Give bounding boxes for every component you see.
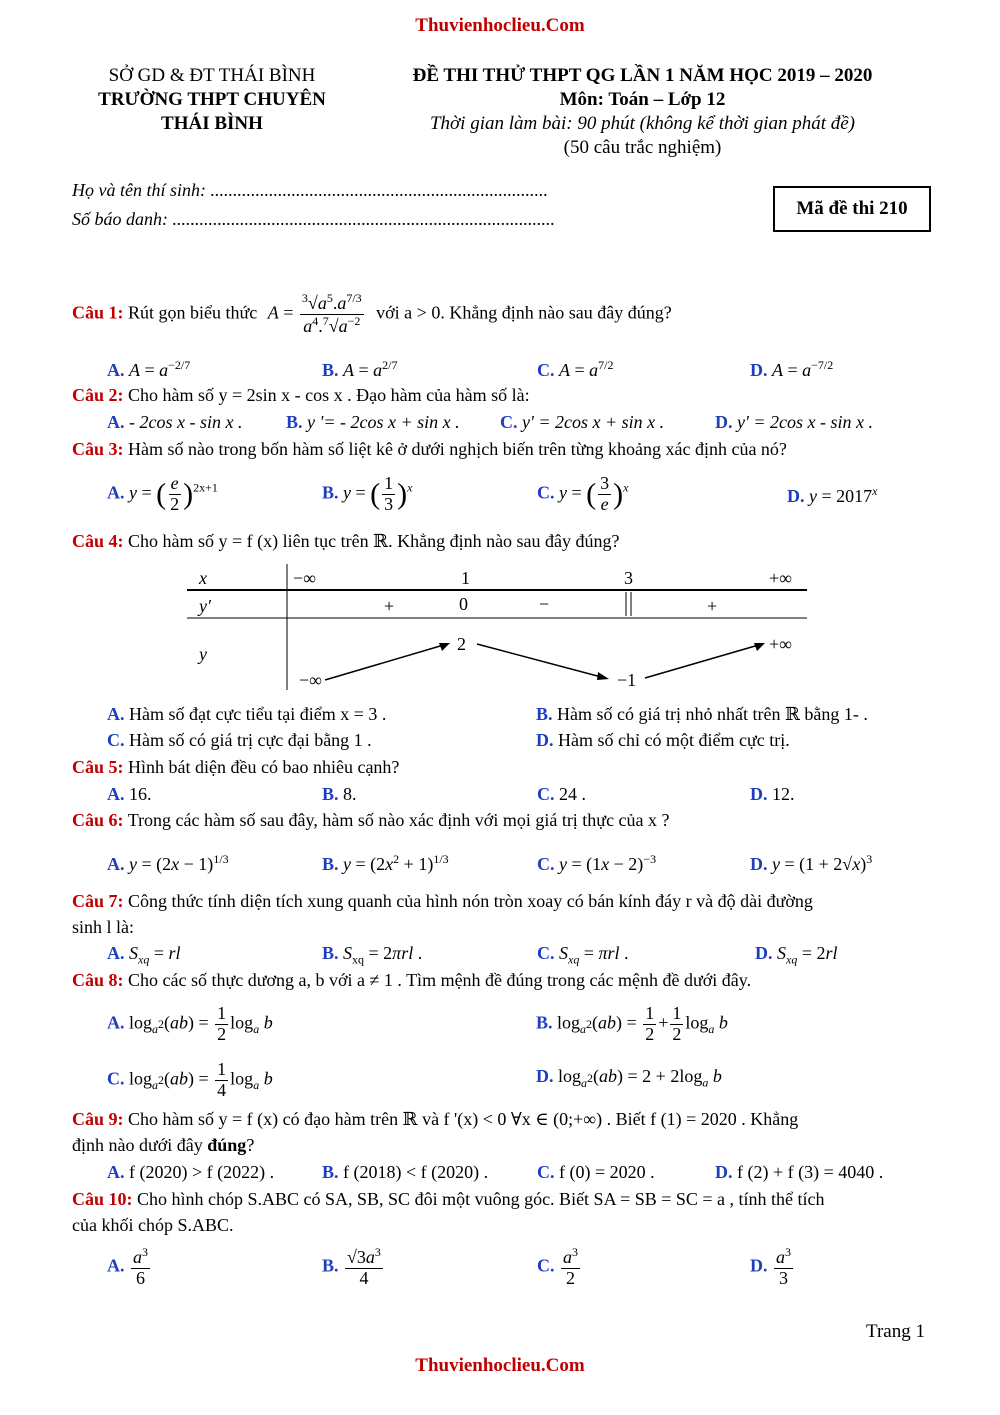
q9-option-c: C. f (0) = 2020 . bbox=[537, 1162, 655, 1182]
q6-label: Câu 6: bbox=[72, 810, 124, 830]
q5-text: Hình bát diện đều có bao nhiêu cạnh? bbox=[128, 757, 400, 777]
variation-table bbox=[185, 562, 810, 692]
watermark-top: Thuvienhoclieu.Com bbox=[415, 15, 585, 36]
q9-option-d: D. f (2) + f (3) = 4040 . bbox=[715, 1162, 884, 1182]
q10-option-d: D. $\frac{a^3}{3}$ bbox=[750, 1245, 791, 1288]
school-line1: TRƯỜNG THPT CHUYÊN bbox=[98, 89, 326, 110]
question-6 bbox=[72, 810, 670, 831]
table-y-pos-inf: +∞ bbox=[769, 634, 792, 654]
q9-label: Câu 9: bbox=[72, 1109, 124, 1129]
q7-text-1: Công thức tính diện tích xung quanh của hình nón tròn xoay có bán kính đáy r và độ dài đường bbox=[128, 891, 813, 911]
q1-option-a: A. $A = a^{-2/7}$ bbox=[107, 358, 191, 380]
q1-text-b: với a > 0. Khẳng định nào sau đây đúng? bbox=[376, 302, 672, 323]
table-y-neg-inf: −∞ bbox=[299, 670, 322, 690]
q4-text: Cho hàm số y = f (x) liên tục trên ℝ. Khẳng định nào sau đây đúng? bbox=[128, 531, 620, 551]
page-number: Trang 1 bbox=[866, 1321, 925, 1342]
table-x-three: 3 bbox=[624, 568, 633, 588]
table-x-pos-inf: +∞ bbox=[769, 568, 792, 588]
q7-option-d: D. $S_{xq} = 2rl$ bbox=[755, 943, 838, 967]
q1-option-d: D. $A = a^{-7/2}$ bbox=[750, 358, 834, 380]
question-7 bbox=[72, 891, 813, 912]
q6-text: Trong các hàm số sau đây, hàm số nào xác định với mọi giá trị thực của x ? bbox=[127, 810, 670, 830]
question-10 bbox=[72, 1189, 825, 1210]
org-name: SỞ GD & ĐT THÁI BÌNH bbox=[108, 65, 316, 86]
header-right bbox=[380, 64, 905, 160]
header-left bbox=[72, 64, 352, 136]
q9-text-2: định nào dưới đây đúng? bbox=[72, 1135, 255, 1155]
question-1 bbox=[72, 292, 672, 337]
q5-label: Câu 5: bbox=[72, 757, 124, 777]
q5-option-c: C. 24 . bbox=[537, 784, 586, 804]
table-y-two: 2 bbox=[457, 634, 466, 654]
question-5 bbox=[72, 757, 399, 778]
q6-option-a: A. $y = (2x - 1)^{1/3}$ bbox=[107, 852, 229, 874]
exam-time: Thời gian làm bài: 90 phút (không kể thời gian phát đề) bbox=[429, 113, 856, 134]
q8-option-c: C. $\log_{a^2}(ab)$ = $\frac{1}{4}$ $\log_a b$ bbox=[107, 1059, 273, 1100]
q6-option-d: D. $y = (1 + 2√x)^3$ bbox=[750, 852, 873, 874]
q3-label: Câu 3: bbox=[72, 439, 124, 459]
q4-option-a: A. Hàm số đạt cực tiểu tại điểm x = 3 . bbox=[107, 704, 387, 724]
q5-option-a: A. 16. bbox=[107, 784, 152, 804]
table-yprime-label: y′ bbox=[199, 596, 211, 616]
q3-option-b: B. y = ( $\frac{1}{3}$ )$^x$ bbox=[322, 473, 413, 514]
q1-option-b: B. $A = a^{2/7}$ bbox=[322, 358, 398, 380]
q7-label: Câu 7: bbox=[72, 891, 124, 911]
q5-option-b: B. 8. bbox=[322, 784, 357, 804]
table-y-label: y bbox=[199, 644, 207, 664]
table-arrow-down bbox=[477, 644, 605, 678]
table-sign-plus-2: + bbox=[707, 596, 718, 616]
q3-option-a: A. y = ( $\frac{e}{2}$ )$^{2x+1}$ bbox=[107, 473, 218, 514]
q1-text-a: Rút gọn biểu thức bbox=[128, 302, 258, 323]
q2-option-b: B. y '= - 2cos x + sin x . bbox=[286, 412, 460, 432]
student-id-label: Số báo danh: ..................................................................................... bbox=[72, 209, 555, 229]
q6-option-b: B. $y = (2x^2 + 1)^{1/3}$ bbox=[322, 852, 449, 874]
q10-option-a: A. $\frac{a^3}{6}$ bbox=[107, 1245, 148, 1288]
q3-option-d: D. $y = 2017^x$ bbox=[787, 484, 878, 506]
q8-option-b: B. $\log_{a^2}(ab)$ = $\frac{1}{2}$ + $\frac{1}{2}$ $\log_a b$ bbox=[536, 1003, 728, 1044]
table-x-neg-inf: −∞ bbox=[293, 568, 316, 588]
q10-option-c: C. $\frac{a^3}{2}$ bbox=[537, 1245, 578, 1288]
q1-option-c: C. $A = a^{7/2}$ bbox=[537, 358, 614, 380]
q5-option-d: D. 12. bbox=[750, 784, 795, 804]
q2-label: Câu 2: bbox=[72, 385, 124, 405]
table-arrow-up-2 bbox=[645, 644, 762, 678]
exam-title: ĐỀ THI THỬ THPT QG LẦN 1 NĂM HỌC 2019 – 2020 bbox=[412, 65, 873, 86]
q2-option-d: D. y' = 2cos x - sin x . bbox=[715, 412, 873, 432]
q7-option-a: A. $S_{xq}$ = rl bbox=[107, 943, 181, 967]
table-sign-zero: 0 bbox=[459, 594, 468, 614]
table-x-one: 1 bbox=[461, 568, 470, 588]
q10-option-b: B. $\frac{√3a^3}{4}$ bbox=[322, 1245, 381, 1288]
table-sign-plus-1: + bbox=[384, 596, 395, 616]
q3-option-c: C. y = ( $\frac{3}{e}$ )$^x$ bbox=[537, 473, 629, 514]
q10-text-2: của khối chóp S.ABC. bbox=[72, 1215, 234, 1235]
q8-label: Câu 8: bbox=[72, 970, 124, 990]
q9-option-b: B. f (2018) < f (2020) . bbox=[322, 1162, 489, 1182]
q2-option-c: C. y' = 2cos x + sin x . bbox=[500, 412, 665, 432]
q9-option-a: A. f (2020) > f (2022) . bbox=[107, 1162, 275, 1182]
watermark-bottom: Thuvienhoclieu.Com bbox=[415, 1355, 585, 1376]
student-name-label: Họ và tên thí sinh: ........................................................................... bbox=[72, 180, 548, 200]
q4-option-d: D. Hàm số chỉ có một điểm cực trị. bbox=[536, 730, 790, 750]
q7-option-b: B. $S_{xq} = 2\pi rl$ . bbox=[322, 943, 423, 967]
q1-formula: A = $\frac{^3√a^5.a^{7/3}}{a^4.^7√a^{-2}}$ bbox=[267, 291, 362, 336]
q6-option-c: C. $y = (1x - 2)^{-3}$ bbox=[537, 852, 657, 874]
q10-label: Câu 10: bbox=[72, 1189, 133, 1209]
q4-option-b: B. Hàm số có giá trị nhỏ nhất trên ℝ bằng 1- . bbox=[536, 704, 868, 724]
exam-subject: Môn: Toán – Lớp 12 bbox=[559, 89, 726, 110]
q7-text-2: sinh l là: bbox=[72, 917, 134, 937]
school-line2: THÁI BÌNH bbox=[161, 113, 263, 134]
table-y-neg-one: −1 bbox=[617, 670, 637, 690]
question-4 bbox=[72, 531, 620, 552]
q8-text: Cho các số thực dương a, b với a ≠ 1 . Tìm mệnh đề đúng trong các mệnh đề dưới đây. bbox=[128, 970, 752, 990]
q10-text-1: Cho hình chóp S.ABC có SA, SB, SC đôi một vuông góc. Biết SA = SB = SC = a , tính thể tích bbox=[137, 1189, 825, 1209]
table-x-label: x bbox=[199, 568, 207, 588]
q1-label: Câu 1: bbox=[72, 302, 124, 323]
exam-code-box: Mã đề thi 210 bbox=[773, 186, 931, 232]
q7-option-c: C. $S_{xq} = \pi rl$ . bbox=[537, 943, 629, 967]
q4-label: Câu 4: bbox=[72, 531, 124, 551]
question-9 bbox=[72, 1109, 798, 1130]
question-2 bbox=[72, 385, 530, 406]
table-arrow-up-1 bbox=[325, 644, 447, 680]
question-count: (50 câu trắc nghiệm) bbox=[563, 137, 722, 158]
q2-option-a: A. - 2cos x - sin x . bbox=[107, 412, 243, 432]
question-3 bbox=[72, 439, 787, 460]
q4-option-c: C. Hàm số có giá trị cực đại bằng 1 . bbox=[107, 730, 372, 750]
q8-option-d: D. $\log_{a^2}(ab) = 2 + 2\log_a$ b bbox=[536, 1066, 722, 1090]
table-sign-minus: − bbox=[539, 594, 550, 614]
q2-text: Cho hàm số y = 2sin x - cos x . Đạo hàm của hàm số là: bbox=[128, 385, 530, 405]
q3-text: Hàm số nào trong bốn hàm số liệt kê ở dưới nghịch biến trên từng khoảng xác định của nó? bbox=[128, 439, 787, 459]
q9-text-1: Cho hàm số y = f (x) có đạo hàm trên ℝ và f '(x) < 0 ∀x ∈ (0;+∞) . Biết f (1) = 2020 . Khẳng bbox=[128, 1109, 799, 1129]
q8-option-a: A. $\log_{a^2}(ab)$ = $\frac{1}{2}$ $\log_a b$ bbox=[107, 1003, 273, 1044]
question-8 bbox=[72, 970, 751, 991]
